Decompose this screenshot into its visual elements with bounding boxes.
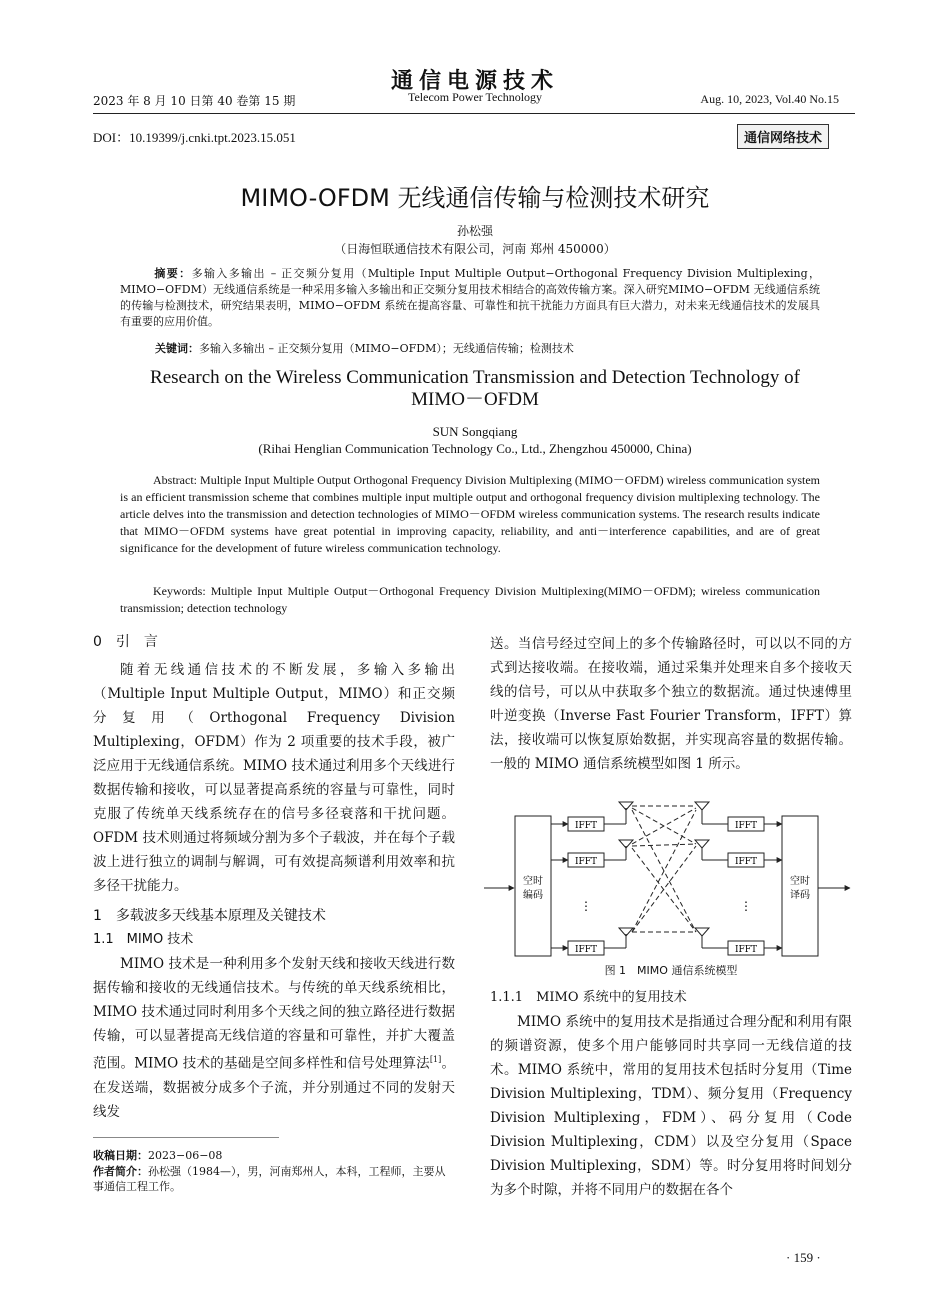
article-title-en-line1: Research on the Wireless Communication Transmission and Detection Technology of <box>150 367 800 388</box>
issue-info-cn: 2023 年 8 月 10 日第 40 卷第 15 期 <box>93 94 296 108</box>
section-1-heading: 1 多载波多天线基本原理及关键技术 <box>93 908 326 924</box>
tx-ifft-1-label: IFFT <box>574 821 598 831</box>
right-column-bottom <box>490 986 852 1202</box>
right-column-top <box>490 632 852 776</box>
footnote-rule <box>93 1137 279 1138</box>
channel-paths <box>632 806 696 932</box>
abstract-cn <box>120 266 820 330</box>
header-rule <box>93 113 855 114</box>
rx-ifft-2-label: IFFT <box>734 857 758 867</box>
received-date: 2023−06−08 <box>148 1149 223 1162</box>
keywords-en: Keywords: Multiple Input Multiple Output－Orthogonal Frequency Division Multiplexing(MIMO－OFDM); wireless communication transmission; detection technology <box>120 584 820 615</box>
right-paragraph-1: 送。当信号经过空间上的多个传输路径时，可以以不同的方式到达接收端。在接收端，通过采集并处理来自多个接收天线的信号，可以从中获取多个独立的数据流。通过快速傅里叶逆变换（Inverse Fast Fourier Transform，IFFT）算法，接收端可以恢复原始数据，并实现高容量的数据传输。一般的 MIMO 通信系统模型如图 1 所示。 <box>490 636 852 772</box>
affiliation-cn: （日海恒联通信技术有限公司，河南 郑州 450000） <box>334 242 616 256</box>
article-title-cn: MIMO-OFDM 无线通信传输与检测技术研究 <box>240 184 710 212</box>
author-cn: 孙松强 <box>456 224 493 238</box>
section-0-paragraph: 随着无线通信技术的不断发展，多输入多输出（Multiple Input Multiple Output，MIMO）和正交频分复用（Orthogonal Frequency Division Multiplexing，OFDM）作为 2 项重要的技术手段，被广泛应用于无线通信系统。MIMO 技术通过利用多个天线进行数据传输和接收，可以显著提高系统的容量与可靠性，同时克服了传统单天线系统存在的信号多径衰落和干扰问题。OFDM 技术则通过将频域分割为多个子载波，并在每个子载波上进行独立的调制与解调，可有效提高频谱利用效率和抗多径干扰能力。 <box>93 662 455 894</box>
section-1-1-paragraph <box>93 952 455 1124</box>
encoder-label-2: 编码 <box>523 890 543 901</box>
rx-antenna-icon <box>695 840 709 848</box>
tx-ifft-2 <box>551 840 633 867</box>
rx-ifft-1 <box>695 802 782 831</box>
bio-text: 孙松强（1984—），男，河南郑州人，本科，工程师，主要从事通信工程工作。 <box>93 1165 446 1193</box>
citation-ref[interactable]: [1] <box>429 1055 442 1064</box>
journal-title-cn: 通信电源技术 <box>390 68 559 94</box>
page-number: · 159 · <box>786 1250 821 1265</box>
journal-title-en: Telecom Power Technology <box>407 90 543 104</box>
abstract-label-cn: 摘要： <box>153 267 192 280</box>
rx-ifft-2 <box>695 840 782 867</box>
section-1-1-1-heading: 1.1.1 MIMO 系统中的复用技术 <box>490 990 687 1005</box>
keywords-label-cn: 关键词： <box>155 342 199 355</box>
section-badge: 通信网络技术 <box>737 124 829 149</box>
section-1-1-text-a: MIMO 技术是一种利用多个发射天线和接收天线进行数据传输和接收的无线通信技术。与传统的单天线系统相比，MIMO 技术通过同时利用多个天线之间的独立路径进行数据传输，可以显著提高无线信道的容量和可靠性，并扩大覆盖范围。MIMO 技术的基础是空间多样性和信号处理算法 <box>93 956 455 1072</box>
rx-ellipsis: ⋮ <box>740 899 752 913</box>
tx-ifft-1 <box>551 802 633 831</box>
received-label: 收稿日期： <box>93 1149 148 1162</box>
author-en: SUN Songqiang <box>432 424 518 439</box>
article-title-en <box>0 367 950 411</box>
section-1-1-heading: 1.1 MIMO 技术 <box>93 932 194 947</box>
tx-ifft-3-label: IFFT <box>574 945 598 955</box>
rx-antenna-icon <box>695 802 709 810</box>
section-1-1-1-paragraph: MIMO 系统中的复用技术是指通过合理分配和利用有限的频谱资源，使多个用户能够同时共享同一无线信道的技术。MIMO 系统中，常用的复用技术包括时分复用（Time Division Multiplexing，TDM）、频分复用（Frequency Division Multiplexing，FDM）、码分复用（Code Division Multiplexing，CDM）以及空分复用（Space Division Multiplexing，SDM）等。时分复用将时间划分为多个时隙，并将不同用户的数据在各个 <box>490 1014 852 1198</box>
decoder-label-2: 译码 <box>790 890 810 901</box>
encoder-label-1: 空时 <box>523 876 543 887</box>
rx-ifft-3-label: IFFT <box>734 945 758 955</box>
figure-caption: 图 1 MIMO 通信系统模型 <box>604 964 738 977</box>
issue-info-en: Aug. 10, 2023, Vol.40 No.15 <box>700 92 839 106</box>
article-title-en-line2: MIMO－OFDM <box>411 389 539 410</box>
tx-ifft-3 <box>551 928 633 955</box>
left-column <box>93 630 455 1124</box>
abstract-text-cn: 多输入多输出 – 正交频分复用（Multiple Input Multiple Output−Orthogonal Frequency Division Multiplexing，MIMO−OFDM）无线通信系统是一种采用多输入多输出和正交频分复用技术相结合的高效传输方案。深入研究MIMO−OFDM 无线通信系统的传输与检测技术，研究结果表明，MIMO−OFDM 系统在提高容量、可靠性和抗干扰能力方面具有巨大潜力，对未来无线通信技术的发展具有重要的应用价值。 <box>120 267 820 328</box>
footnote-received <box>93 1148 455 1163</box>
keywords-cn <box>155 340 820 356</box>
section-0-heading: 0 引 言 <box>93 634 158 650</box>
tx-ifft-2-label: IFFT <box>574 857 598 867</box>
mimo-system-diagram <box>484 798 854 960</box>
abstract-en: Abstract: Multiple Input Multiple Output Orthogonal Frequency Division Multiplexing (MIMO－OFDM) wireless communication system is an efficient transmission scheme that combines multiple input multiple output and orthogonal frequency division multiplexing technology. The article delves into the transmission and detection technologies of MIMO－OFDM wireless communication systems. The research results indicate that MIMO－OFDM systems have great potential in improving capacity, reliability, and anti－interference capabilities, and are of great significance for the development of future wireless communication technology. <box>120 473 820 555</box>
doi: DOI：10.19399/j.cnki.tpt.2023.15.051 <box>93 130 296 145</box>
tx-ellipsis: ⋮ <box>580 899 592 913</box>
decoder-label-1: 空时 <box>790 876 810 887</box>
section-1-1-text-b: 。在发送端，数据被分成多个子流，并分别通过不同的发射天线发 <box>93 1055 455 1120</box>
rx-ifft-3 <box>695 928 782 955</box>
footnote-bio <box>93 1164 455 1194</box>
affiliation-en: (Rihai Henglian Communication Technology Co., Ltd., Zhengzhou 450000, China) <box>258 441 692 456</box>
rx-ifft-1-label: IFFT <box>734 821 758 831</box>
bio-label: 作者简介： <box>93 1165 148 1178</box>
keywords-text-cn: 多输入多输出 – 正交频分复用（MIMO−OFDM）；无线通信传输；检测技术 <box>199 342 574 355</box>
rx-antenna-icon <box>695 928 709 936</box>
